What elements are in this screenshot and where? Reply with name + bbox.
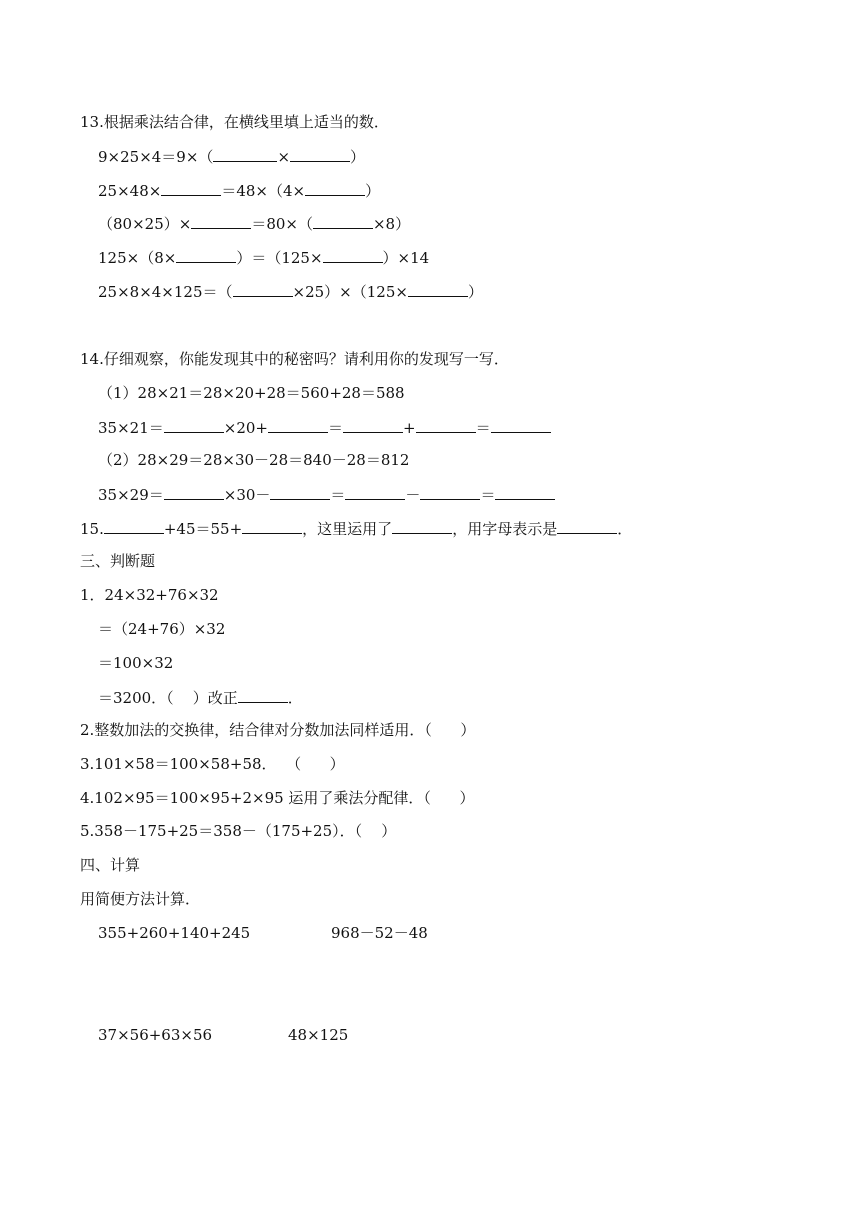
q13-title: 13.根据乘法结合律，在横线里填上适当的数． xyxy=(80,113,389,131)
blank-field[interactable] xyxy=(161,180,221,196)
text: ） xyxy=(467,283,483,301)
text: ×20+ xyxy=(223,419,268,437)
text: ． xyxy=(287,689,303,707)
text: +45＝55+ xyxy=(163,520,243,538)
section-4-instruction: 用简便方法计算． xyxy=(80,890,201,908)
q14-fill-1 xyxy=(98,417,551,438)
text: 125×（8× xyxy=(98,249,177,267)
q14-title: 14.仔细观察，你能发现其中的秘密吗？请利用你的发现写一写． xyxy=(80,350,509,368)
blank-field[interactable] xyxy=(323,247,383,263)
blank-field[interactable] xyxy=(104,518,164,534)
text: ． xyxy=(617,520,633,538)
q13-row-1 xyxy=(98,146,365,167)
judge-3: 3.101×58＝100×58+58． （ ） xyxy=(80,755,345,773)
calc-expression-1: 355+260+140+245 xyxy=(98,924,251,942)
text: ＝80×（ xyxy=(251,215,313,233)
text: ）×14 xyxy=(382,249,430,267)
text: 35×21＝ xyxy=(98,419,164,437)
text: ，这里运用了 xyxy=(302,520,393,538)
q13-row-2 xyxy=(98,180,380,201)
blank-field[interactable] xyxy=(408,281,468,297)
calc-expression-4: 48×125 xyxy=(288,1026,349,1044)
blank-field[interactable] xyxy=(495,484,555,500)
text: ）＝（125× xyxy=(236,249,323,267)
judge-2: 2.整数加法的交换律，结合律对分数加法同样适用．（ ） xyxy=(80,721,476,739)
judge-1-a: 1．24×32+76×32 xyxy=(80,586,219,604)
text: ＝3200．（ ）改正 xyxy=(98,689,238,707)
blank-field[interactable] xyxy=(213,146,277,162)
blank-field[interactable] xyxy=(233,281,293,297)
text: ，用字母表示是 xyxy=(452,520,558,538)
text: ＝ xyxy=(330,486,346,504)
text: 9×25×4＝9×（ xyxy=(98,148,214,166)
blank-field[interactable] xyxy=(164,484,224,500)
text: － xyxy=(405,486,421,504)
blank-field[interactable] xyxy=(270,484,330,500)
q15 xyxy=(80,518,632,539)
blank-field[interactable] xyxy=(420,484,480,500)
text: ×8） xyxy=(372,215,411,233)
q13-row-5 xyxy=(98,281,483,302)
blank-field[interactable] xyxy=(313,213,373,229)
blank-field[interactable] xyxy=(176,247,236,263)
blank-field[interactable] xyxy=(164,417,224,433)
section-3-heading: 三、判断题 xyxy=(80,552,156,570)
text: ×25）×（125× xyxy=(292,283,408,301)
q14-fill-2 xyxy=(98,484,555,505)
blank-field[interactable] xyxy=(268,417,328,433)
q14-example-2: （2）28×29＝28×30－28＝840－28＝812 xyxy=(98,451,410,469)
judge-5: 5.358－175+25＝358－（175+25）．（ ） xyxy=(80,822,397,840)
text: ＝48×（4× xyxy=(221,182,306,200)
blank-field[interactable] xyxy=(416,417,476,433)
blank-field[interactable] xyxy=(191,213,251,229)
section-4-heading: 四、计算 xyxy=(80,856,141,874)
text: × xyxy=(277,148,291,166)
q13-row-3 xyxy=(98,213,410,234)
judge-1-b: ＝（24+76）×32 xyxy=(98,620,226,638)
text: 25×48× xyxy=(98,182,162,200)
blank-field[interactable] xyxy=(343,417,403,433)
blank-field[interactable] xyxy=(491,417,551,433)
blank-field[interactable] xyxy=(305,180,365,196)
blank-field[interactable] xyxy=(557,518,617,534)
calc-expression-3: 37×56+63×56 xyxy=(98,1026,213,1044)
text: 25×8×4×125＝（ xyxy=(98,283,233,301)
blank-field[interactable] xyxy=(242,518,302,534)
text: （80×25）× xyxy=(98,215,192,233)
text: ＝ xyxy=(480,486,496,504)
text: ×30－ xyxy=(223,486,271,504)
text: 35×29＝ xyxy=(98,486,164,504)
judge-1-d xyxy=(98,687,303,708)
judge-1-c: ＝100×32 xyxy=(98,654,174,672)
blank-field[interactable] xyxy=(345,484,405,500)
blank-field[interactable] xyxy=(392,518,452,534)
blank-field[interactable] xyxy=(290,146,350,162)
judge-4: 4.102×95＝100×95+2×95 运用了乘法分配律．（ ） xyxy=(80,789,475,807)
text: ＝ xyxy=(327,419,343,437)
text: ） xyxy=(350,148,366,166)
text: 15. xyxy=(80,520,104,538)
calc-expression-2: 968－52－48 xyxy=(331,924,428,942)
text: + xyxy=(403,419,416,437)
correction-blank[interactable] xyxy=(238,687,288,703)
text: ） xyxy=(365,182,381,200)
q14-example-1: （1）28×21＝28×20+28＝560+28＝588 xyxy=(98,384,405,402)
q13-row-4 xyxy=(98,247,429,268)
text: ＝ xyxy=(475,419,491,437)
